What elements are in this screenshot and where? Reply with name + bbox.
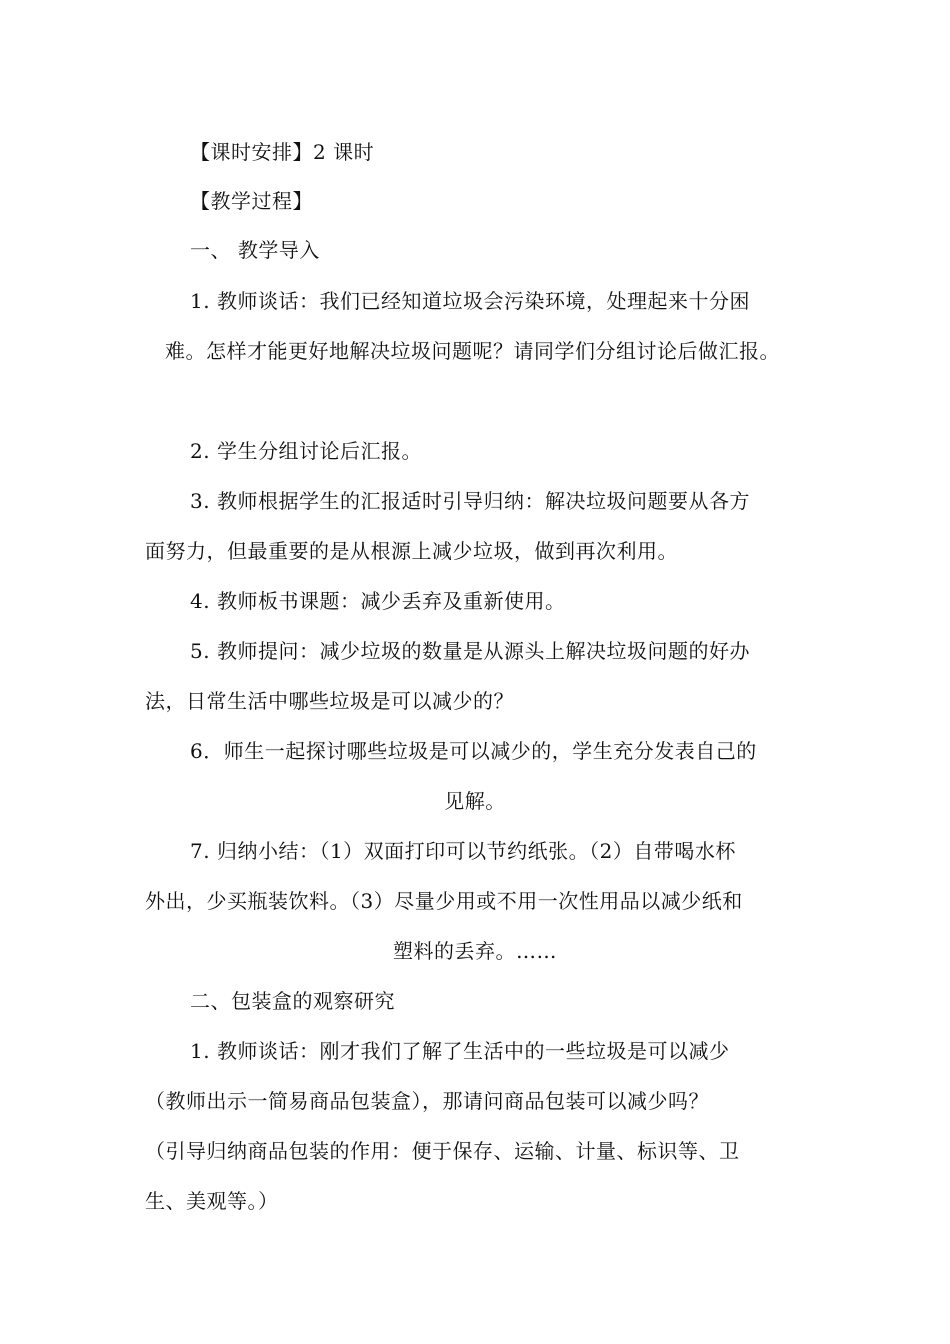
paragraph-line: 7. 归纳小结：（1）双面打印可以节约纸张。（2）自带喝水杯 [190,839,736,863]
paragraph-line: 4. 教师板书课题：减少丢弃及重新使用。 [190,589,566,613]
paragraph-line: 3. 教师根据学生的汇报适时引导归纳：解决垃圾问题要从各方 [190,489,750,513]
section-two-heading: 二、包装盒的观察研究 [190,989,395,1013]
paragraph-line: 面努力，但最重要的是从根源上减少垃圾，做到再次利用。 [145,539,678,563]
paragraph-line: 法，日常生活中哪些垃圾是可以减少的？ [145,689,514,713]
paragraph-line: 见解。 [444,789,506,813]
paragraph-line: 6．师生一起探讨哪些垃圾是可以减少的，学生充分发表自己的 [190,739,757,763]
paragraph-line: （教师出示一简易商品包装盒），那请问商品包装可以减少吗？ [145,1089,709,1113]
paragraph-line: 1. 教师谈话：刚才我们了解了生活中的一些垃圾是可以减少 [190,1039,730,1063]
teaching-process-heading: 【教学过程】 [190,189,313,213]
paragraph-line: （引导归纳商品包装的作用：便于保存、运输、计量、标识等、卫 [145,1139,740,1163]
paragraph-line: 难。怎样才能更好地解决垃圾问题呢？请同学们分组讨论后做汇报。 [165,339,780,363]
paragraph-line: 生、美观等。） [145,1189,279,1213]
schedule-line: 【课时安排】2 课时 [190,140,375,164]
paragraph-line: 2. 学生分组讨论后汇报。 [190,439,422,463]
paragraph-line: 1. 教师谈话：我们已经知道垃圾会污染环境，处理起来十分困 [190,289,750,313]
paragraph-line: 5. 教师提问：减少垃圾的数量是从源头上解决垃圾问题的好办 [190,639,750,663]
section-one-heading: 一、 教学导入 [190,238,320,262]
paragraph-line: 塑料的丢弃。…… [393,939,557,963]
paragraph-line: 外出，少买瓶装饮料。（3）尽量少用或不用一次性用品以减少纸和 [145,889,743,913]
